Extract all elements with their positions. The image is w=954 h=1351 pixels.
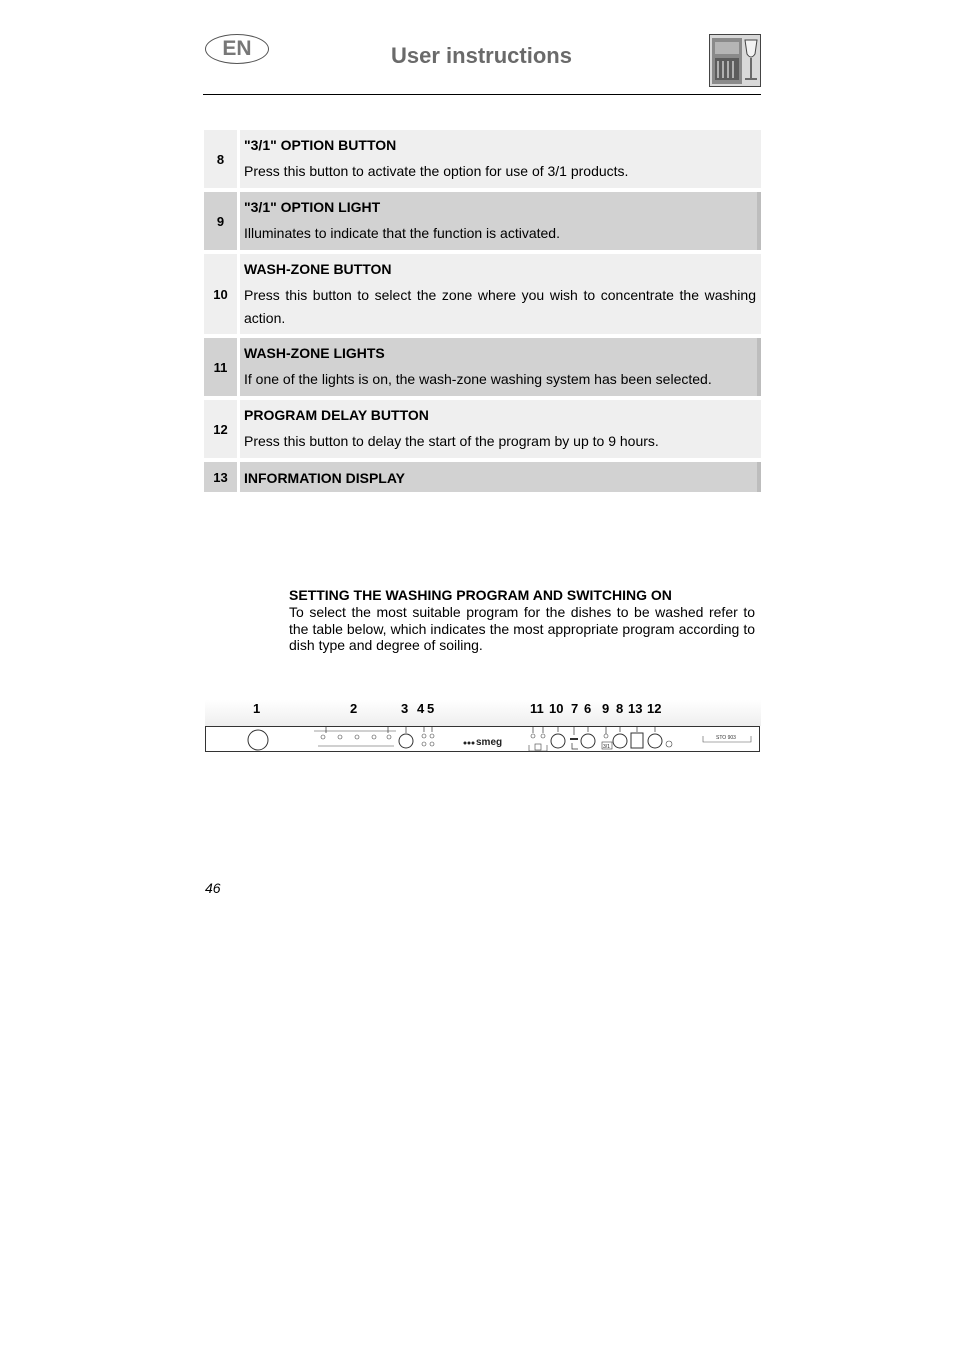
item-number: 11: [204, 338, 237, 396]
setting-program-section: [289, 586, 755, 654]
program-delay-button: [648, 734, 662, 748]
table-row: [204, 338, 761, 396]
item-cell: [240, 254, 761, 334]
item-cell: [240, 192, 761, 250]
item-number: 12: [204, 400, 237, 458]
panel-label-3: 3: [401, 701, 409, 716]
wash-zone-lights: [529, 734, 547, 751]
controls-table: [204, 130, 761, 496]
item-cell: [240, 130, 761, 188]
item-description: Press this button to select the zone where you wish to concentrate the washing action.: [244, 287, 756, 326]
page-number: 46: [205, 880, 221, 896]
item-cell: [240, 338, 761, 396]
option-3-1-button: [613, 734, 627, 748]
item-number: 13: [204, 462, 237, 492]
item-title: "3/1" OPTION LIGHT: [244, 199, 381, 215]
section-title: SETTING THE WASHING PROGRAM AND SWITCHING ON: [289, 587, 672, 603]
panel-label-11: 11: [530, 701, 544, 716]
item-number: 10: [204, 254, 237, 334]
control-panel-diagram: [205, 726, 760, 752]
panel-label-12: 12: [647, 701, 662, 716]
program-lights: [314, 731, 396, 746]
svg-text:smeg: smeg: [476, 737, 503, 748]
section-body: To select the most suitable program for the dishes to be washed refer to the table below, which indicates the most appropriate program according to dish type and degree of soiling.: [289, 604, 755, 653]
page-title: User instructions: [391, 43, 572, 68]
panel-label-4: 4: [417, 701, 425, 716]
option-3-1-label: 3/1: [603, 744, 610, 750]
item-title: "3/1" OPTION BUTTON: [244, 137, 397, 153]
language-badge: EN: [205, 34, 269, 64]
table-row: [204, 254, 761, 334]
item-title: PROGRAM DELAY BUTTON: [244, 407, 429, 423]
panel-label-9: 9: [602, 701, 610, 716]
header-divider: [203, 94, 761, 95]
item-cell: [240, 400, 761, 458]
item-title: WASH-ZONE LIGHTS: [244, 345, 385, 361]
item-number: 9: [204, 192, 237, 250]
panel-label-1: 1: [253, 701, 261, 716]
item-description: Illuminates to indicate that the function is activated.: [244, 225, 560, 241]
table-row: [204, 130, 761, 188]
table-row: [204, 400, 761, 458]
panel-label-2: 2: [350, 701, 358, 716]
status-lights: [422, 734, 434, 746]
panel-label-8: 8: [616, 701, 624, 716]
program-selector-button: [399, 734, 413, 748]
information-display: [631, 733, 643, 748]
item-title: WASH-ZONE BUTTON: [244, 261, 392, 277]
table-row: [204, 192, 761, 250]
panel-label-13: 13: [628, 701, 643, 716]
smeg-logo: [464, 737, 503, 748]
model-name: STO 903: [716, 735, 736, 741]
panel-label-6: 6: [584, 701, 592, 716]
panel-label-7: 7: [571, 701, 579, 716]
table-row: [204, 462, 761, 492]
item-description: Press this button to activate the option for use of 3/1 products.: [244, 163, 629, 179]
control-panel-labels: [204, 698, 760, 720]
power-button: [248, 730, 268, 750]
wash-zone-button: [551, 734, 565, 748]
indicator-7: [570, 739, 578, 749]
dishwasher-glass-icon: [709, 34, 761, 87]
panel-label-5: 5: [427, 701, 435, 716]
panel-label-10: 10: [549, 701, 564, 716]
button-6: [581, 734, 595, 748]
item-title: INFORMATION DISPLAY: [244, 470, 406, 486]
delay-clock-icon: [666, 741, 672, 747]
item-cell: [240, 462, 761, 492]
item-number: 8: [204, 130, 237, 188]
item-description: Press this button to delay the start of the program by up to 9 hours.: [244, 433, 659, 449]
item-description: If one of the lights is on, the wash-zone washing system has been selected.: [244, 371, 712, 387]
